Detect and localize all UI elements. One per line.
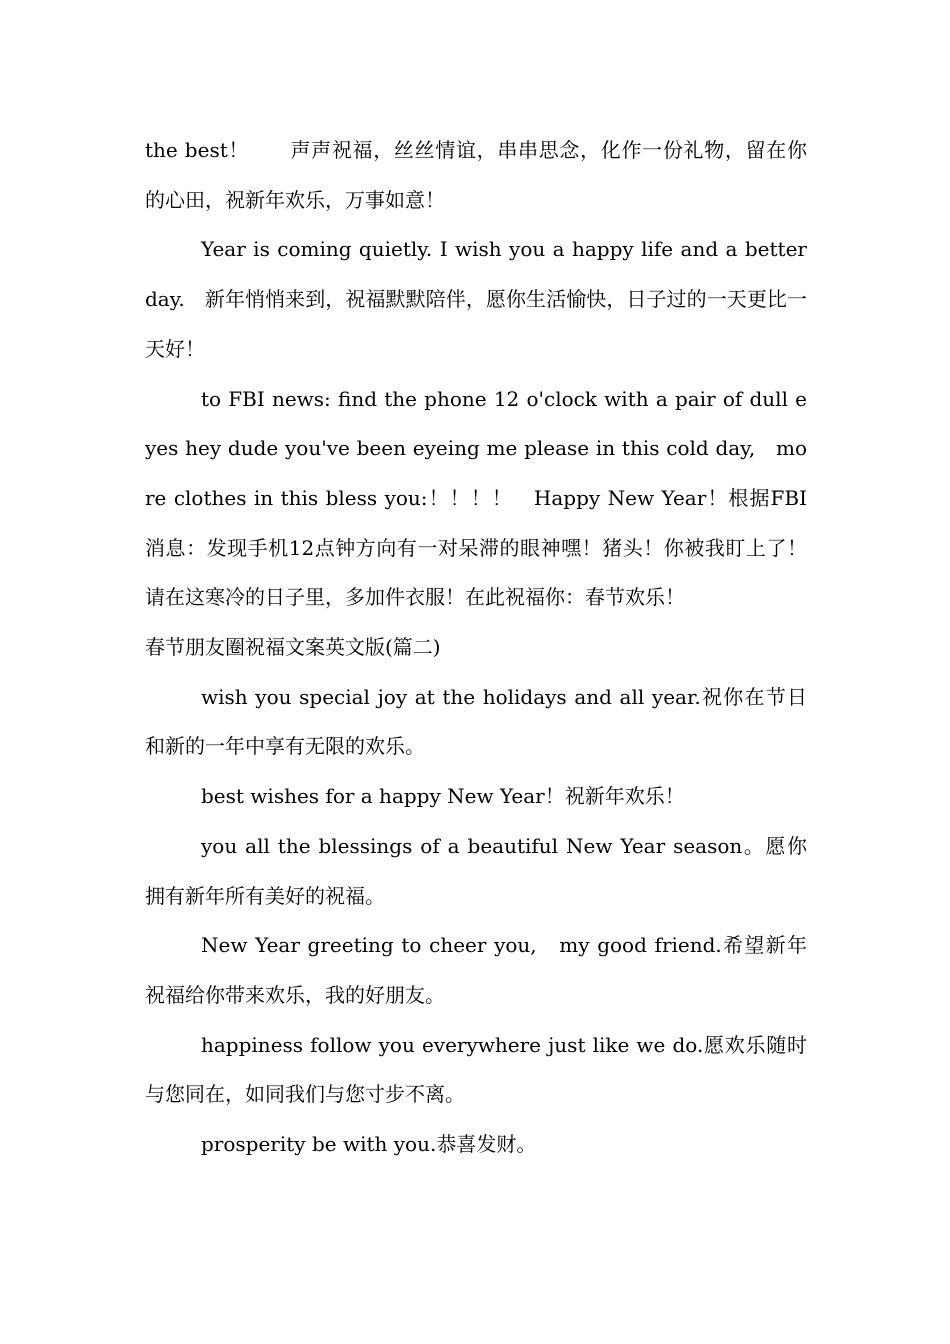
paragraph-3: to FBI news: find the phone 12 o'clock with a pair of dull eyes hey dude you've been eyeing me please in this cold day, more clothes in this bless you:！！！！ Happy New Year！根据FBI消息：发现手机12点钟方向有一对呆滞的眼神嘿！猪头！你被我盯上了！请在这寒冷的日子里，多加件衣服！在此祝福你：春节欢乐！	[145, 386, 807, 610]
paragraph-9: prosperity be with you.恭喜发财。	[201, 1132, 537, 1157]
paragraph-5: best wishes for a happy New Year！祝新年欢乐！	[201, 784, 685, 809]
paragraph-1: the best！ 声声祝福，丝丝情谊，串串思念，化作一份礼物，留在你的心田，祝新年欢乐，万事如意！	[145, 138, 807, 212]
document-page	[145, 126, 807, 1170]
paragraph-2: Year is coming quietly. I wish you a happy life and a better day. 新年悄悄来到，祝福默默陪伴，愿你生活愉快，日子过的一天更比一天好！	[145, 237, 807, 361]
paragraph-8: happiness follow you everywhere just like we do.愿欢乐随时与您同在，如同我们与您寸步不离。	[145, 1032, 807, 1107]
paragraph-4: wish you special joy at the holidays and all year.祝你在节日和新的一年中享有无限的欢乐。	[145, 684, 807, 759]
section-heading: 春节朋友圈祝福文案英文版(篇二)	[145, 635, 441, 660]
paragraph-7: New Year greeting to cheer you, my good friend.希望新年祝福给你带来欢乐，我的好朋友。	[145, 933, 807, 1007]
paragraph-6: you all the blessings of a beautiful New Year season。愿你拥有新年所有美好的祝福。	[145, 833, 807, 908]
